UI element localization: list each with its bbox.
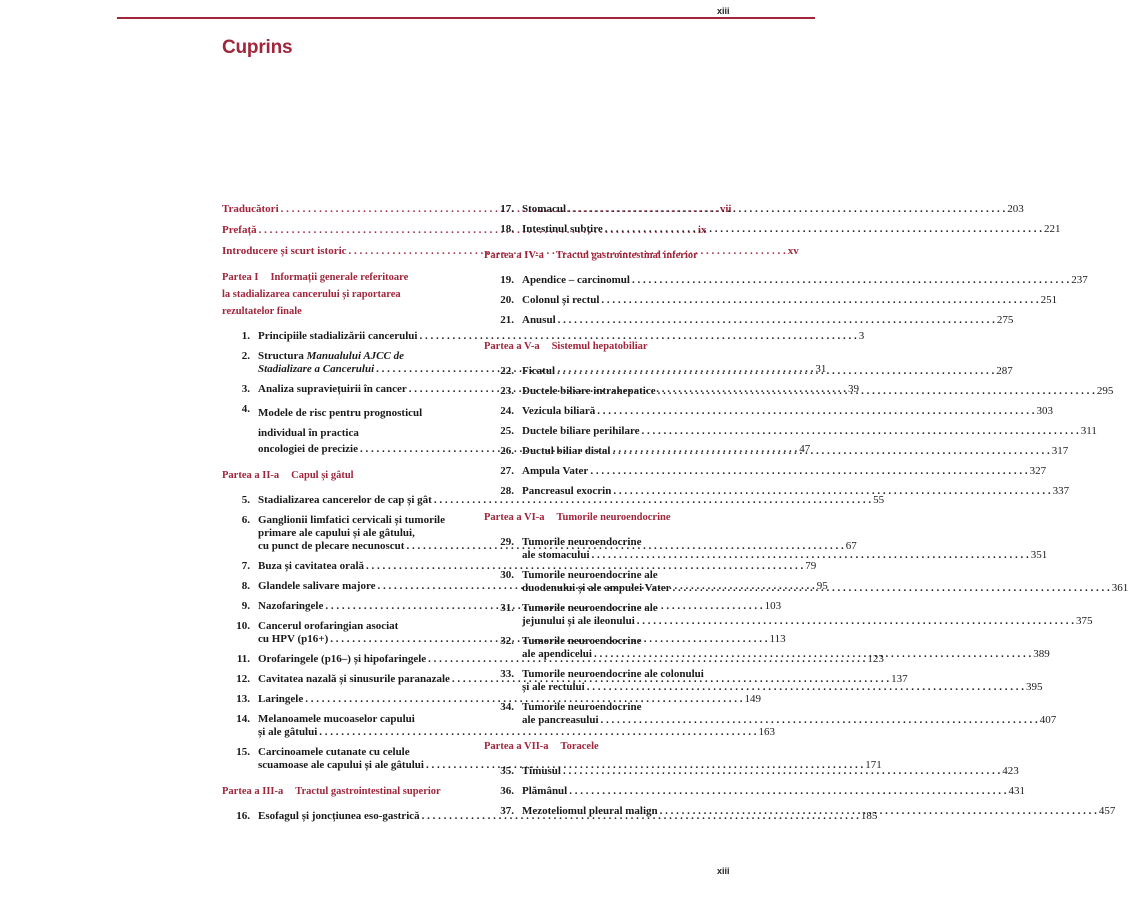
toc-entry[interactable]: 37. Mezoteliomul pleural malign . . . 457	[486, 805, 719, 818]
page-number-bottom: xiii	[717, 866, 730, 876]
toc-entry[interactable]: 2. Structura Manualului AJCC de Stadializare a Cancerului . . . 31	[222, 350, 460, 376]
part-6-heading: Partea a VI-a Tumorile neuroendocrine	[484, 512, 671, 523]
toc-entry[interactable]: 10. Cancerul orofaringian asociat cu HPV (p16+) . . . 113	[222, 620, 460, 646]
toc-entry[interactable]: 36. Plămânul . . . 431	[486, 785, 719, 798]
toc-entry[interactable]: 21. Anusul . . . 275	[486, 314, 719, 327]
toc-entry[interactable]: 3. Analiza supraviețuirii în cancer . . . 39	[222, 383, 460, 396]
toc-entry[interactable]: 15. Carcinoamele cutanate cu celule scuamoase ale capului și ale gâtului . . . 171	[222, 746, 460, 772]
toc-entry[interactable]: 17. Stomacul . . . 203	[486, 203, 719, 216]
toc-entry[interactable]: 7. Buza și cavitatea orală . . . 79	[222, 560, 460, 573]
page-number-top: xiii	[717, 6, 730, 16]
toc-entry[interactable]: 32. Tumorile neuroendocrine ale apendicelui . . . 389	[486, 635, 719, 661]
header-rule	[117, 17, 815, 19]
toc-entry[interactable]: 25. Ductele biliare perihilare . . . 311	[486, 425, 719, 438]
toc-entry[interactable]: 12. Cavitatea nazală și sinusurile paranazale . . . 137	[222, 673, 460, 686]
toc-entry[interactable]: 13. Laringele . . . 149	[222, 693, 460, 706]
toc-entry[interactable]: 20. Colonul și rectul . . . 251	[486, 294, 719, 307]
toc-entry[interactable]: 1. Principiile stadializării cancerului . . . 3	[222, 330, 460, 343]
toc-entry[interactable]: 30. Tumorile neuroendocrine ale duodenului și ale ampulei Vater . . . 361	[486, 569, 719, 595]
toc-entry[interactable]: 33. Tumorile neuroendocrine ale colonului și ale rectului . . . 395	[486, 668, 719, 694]
toc-front-introduction[interactable]: Introducere și scurt istoric . . . xv	[222, 245, 460, 258]
part-2-heading: Partea a II-a Capul și gâtul	[222, 470, 354, 481]
page-title: Cuprins	[222, 37, 293, 58]
toc-entry[interactable]: 24. Vezicula biliară . . . 303	[486, 405, 719, 418]
toc-entry[interactable]: 26. Ductul biliar distal . . . 317	[486, 445, 719, 458]
toc-entry[interactable]: 14. Melanoamele mucoaselor capului și ale gâtului . . . 163	[222, 713, 460, 739]
toc-entry[interactable]: 29. Tumorile neuroendocrine ale stomacului . . . 351	[486, 536, 719, 562]
part-5-heading: Partea a V-a Sistemul hepatobiliar	[484, 341, 648, 352]
toc-entry[interactable]: 31. Tumorile neuroendocrine ale jejunului și ale ileonului . . . 375	[486, 602, 719, 628]
toc-entry[interactable]: 5. Stadializarea cancerelor de cap și gât . . . 55	[222, 494, 460, 507]
toc-entry[interactable]: 19. Apendice – carcinomul . . . 237	[486, 274, 719, 287]
toc-front-translators[interactable]: Traducători . . . vii	[222, 203, 460, 216]
toc-entry[interactable]: 22. Ficatul . . . 287	[486, 365, 719, 378]
toc-entry[interactable]: 16. Esofagul și joncțiunea eso-gastrică . . . 185	[222, 810, 460, 823]
toc-entry[interactable]: 6. Ganglionii limfatici cervicali și tumorile primare ale capului și ale gâtului, cu punct de plecare necunoscut . . . 67	[222, 514, 460, 553]
part-3-heading: Partea a III-a Tractul gastrointestinal superior	[222, 786, 441, 797]
toc-entry[interactable]: 35. Timusul . . . 423	[486, 765, 719, 778]
toc-entry[interactable]: 8. Glandele salivare majore . . . 95	[222, 580, 460, 593]
toc-entry[interactable]: 34. Tumorile neuroendocrine ale pancreasului . . . 407	[486, 701, 719, 727]
toc-entry[interactable]: 18. Intestinul subțire . . . 221	[486, 223, 719, 236]
toc-entry[interactable]: 4. Modele de risc pentru prognosticul individual în practica oncologiei de precizie . . . 47	[222, 403, 460, 456]
part-1-heading: Partea I Informații generale referitoare la stadializarea cancerului și raportarea rezultatelor finale	[222, 272, 409, 317]
part-4-heading: Partea a IV-a Tractul gastrointestinal inferior	[484, 250, 698, 261]
toc-entry[interactable]: 9. Nazofaringele . . . 103	[222, 600, 460, 613]
toc-front-preface[interactable]: Prefață . . . ix	[222, 224, 460, 237]
toc-entry[interactable]: 23. Ductele biliare intrahepatice . . . 295	[486, 385, 719, 398]
toc-entry[interactable]: 11. Orofaringele (p16–) și hipofaringele . . . 123	[222, 653, 460, 666]
part-7-heading: Partea a VII-a Toracele	[484, 741, 599, 752]
toc-entry[interactable]: 27. Ampula Vater . . . 327	[486, 465, 719, 478]
toc-entry[interactable]: 28. Pancreasul exocrin . . . 337	[486, 485, 719, 498]
